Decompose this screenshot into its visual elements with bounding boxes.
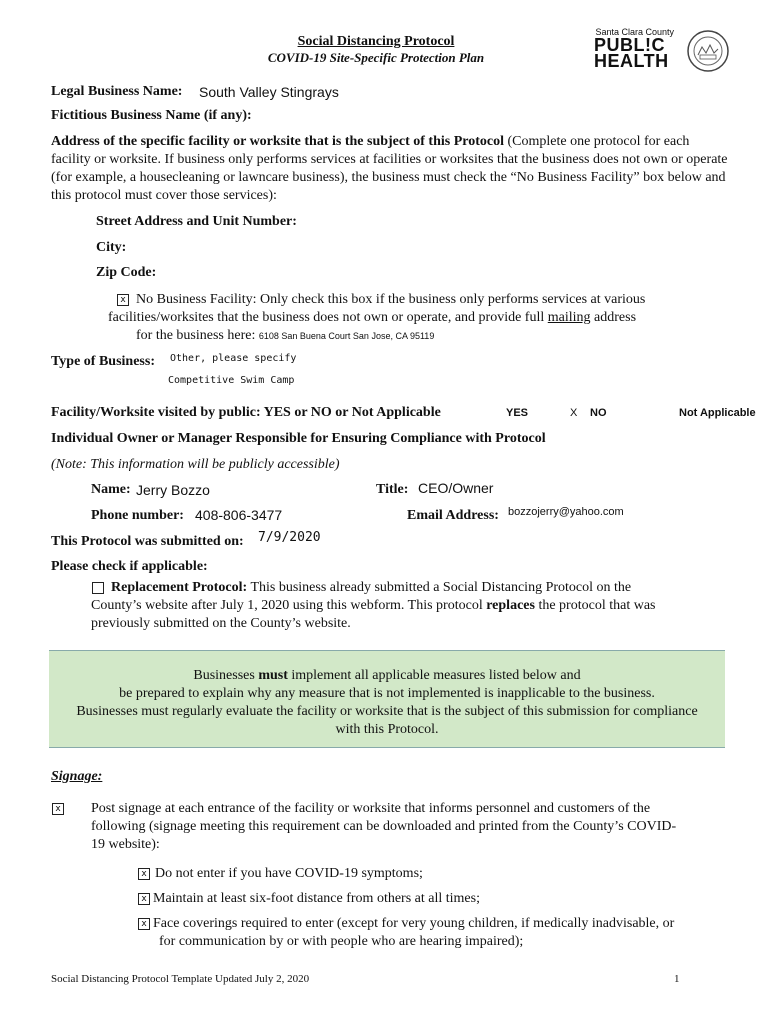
no-business-facility-checkbox[interactable]: x [117, 294, 129, 306]
address-note: (Complete one protocol for each facility or worksite. If business only performs services at facilities or worksites that the business does not own or operate (for example, a housecleaning or lawncare business), the business must check the “No Business Facility” box below and this protocol must cover those services): [51, 134, 728, 203]
notice-line-1-pre: Businesses [193, 668, 259, 683]
replacement-label: Replacement Protocol: [111, 580, 248, 595]
mailing-label: for the business here: [136, 328, 256, 343]
mailing-address-value[interactable]: 6108 San Buena Court San Jose, CA 95119 [258, 331, 435, 341]
replaces-word: replaces [486, 598, 535, 613]
no-facility-text-1: No Business Facility: Only check this box if the business only performs services at various [136, 292, 646, 307]
business-type-select[interactable]: Other, please specify [170, 353, 297, 364]
owner-name-label: Name: [91, 482, 131, 497]
notice-line-2: be prepared to explain why any measure that is not implemented is inapplicable to the business. [119, 686, 655, 701]
no-facility-text-2 [108, 309, 728, 327]
signage-item-3-text-2: for communication by or with people who are hearing impaired); [159, 934, 524, 949]
zip-label: Zip Code: [96, 265, 157, 280]
no-facility-text-2-post: address [590, 310, 637, 325]
replacement-text-3: previously submitted on the County’s website. [91, 616, 351, 631]
owner-title-value[interactable]: CEO/Owner [418, 480, 494, 496]
logo-line-health: HEALTH [594, 51, 669, 71]
document-title: Social Distancing Protocol [297, 34, 455, 49]
email-value[interactable]: bozzojerry@yahoo.com [508, 506, 624, 518]
replacement-text-2 [91, 597, 731, 615]
city-label: City: [96, 240, 127, 255]
footer-text: Social Distancing Protocol Template Updated July 2, 2020 [51, 973, 310, 985]
phone-value[interactable]: 408-806-3477 [195, 507, 283, 523]
signage-item-3-text: Face coverings required to enter (except for very young children, if medically inadvisable, or [153, 916, 675, 931]
visited-by-public-label: Facility/Worksite visited by public: YES or NO or Not Applicable [51, 405, 441, 420]
replacement-text-1 [111, 579, 731, 597]
owner-note: (Note: This information will be publicly accessible) [51, 457, 340, 472]
replacement-text-2-post: the protocol that was [534, 598, 656, 613]
notice-line-1-post: implement all applicable measures listed below and [287, 668, 581, 683]
signage-item-3-checkbox[interactable]: x [138, 918, 150, 930]
business-type-label: Type of Business: [51, 354, 155, 369]
fictitious-name-label: Fictitious Business Name (if any): [51, 108, 252, 123]
visited-yes-option[interactable]: YES [506, 407, 529, 419]
no-facility-text-2-pre: facilities/worksites that the business does not own or operate, and provide full [108, 310, 548, 325]
submitted-date-value[interactable]: 7/9/2020 [258, 530, 321, 545]
notice-line-1 [49, 667, 725, 685]
logo-county-text: Santa Clara County [595, 27, 674, 37]
signage-main-text-3: 19 website): [91, 837, 160, 852]
email-label: Email Address: [407, 508, 499, 523]
business-type-specify[interactable]: Competitive Swim Camp [168, 375, 295, 386]
signage-item-1-text: Do not enter if you have COVID-19 symptoms; [155, 866, 423, 881]
signage-item-2-checkbox[interactable]: x [138, 893, 150, 905]
replacement-text-2-pre: County’s website after July 1, 2020 using this webform. This protocol [91, 598, 487, 613]
document-subtitle: COVID-19 Site-Specific Protection Plan [267, 50, 485, 65]
replacement-text-1-body: This business already submitted a Social Distancing Protocol on the [247, 580, 632, 595]
visited-no-option[interactable]: NO [590, 407, 607, 419]
address-instructions [51, 133, 731, 205]
legal-name-label: Legal Business Name: [51, 84, 183, 99]
signage-main-text-1: Post signage at each entrance of the facility or worksite that informs personnel and customers of the [91, 801, 651, 816]
owner-name-value[interactable]: Jerry Bozzo [136, 482, 210, 498]
signage-heading: Signage: [51, 769, 103, 784]
legal-name-value[interactable]: South Valley Stingrays [199, 84, 339, 100]
address-label: Address of the specific facility or worksite that is the subject of this Protocol [51, 134, 504, 149]
notice-line-4: with this Protocol. [335, 722, 439, 737]
logo-line-public: PUBL!C [594, 35, 665, 55]
replacement-protocol-checkbox[interactable] [92, 582, 104, 594]
signage-main-text-2: following (signage meeting this requirement can be downloaded and printed from the County’s COVID- [91, 819, 677, 834]
signage-item-1-checkbox[interactable]: x [138, 868, 150, 880]
notice-must: must [258, 668, 288, 683]
no-facility-text-3 [136, 327, 434, 345]
notice-box [49, 650, 725, 748]
visited-selected-mark: X [570, 407, 578, 419]
visited-na-option[interactable]: Not Applicable [679, 407, 756, 419]
mailing-word: mailing [547, 310, 591, 325]
signage-main-checkbox[interactable]: x [52, 803, 64, 815]
owner-heading: Individual Owner or Manager Responsible for Ensuring Compliance with Protocol [51, 431, 546, 446]
submitted-label: This Protocol was submitted on: [51, 534, 244, 549]
phone-label: Phone number: [91, 508, 184, 523]
owner-title-label: Title: [376, 482, 409, 497]
public-health-logo [594, 27, 736, 71]
notice-line-3: Businesses must regularly evaluate the facility or worksite that is the subject of this submission for compliance [76, 704, 698, 719]
page-number: 1 [674, 973, 680, 985]
signage-item-2-text: Maintain at least six-foot distance from others at all times; [153, 891, 480, 906]
please-check-label: Please check if applicable: [51, 559, 208, 574]
street-label: Street Address and Unit Number: [96, 214, 297, 229]
county-seal-icon [686, 29, 730, 73]
